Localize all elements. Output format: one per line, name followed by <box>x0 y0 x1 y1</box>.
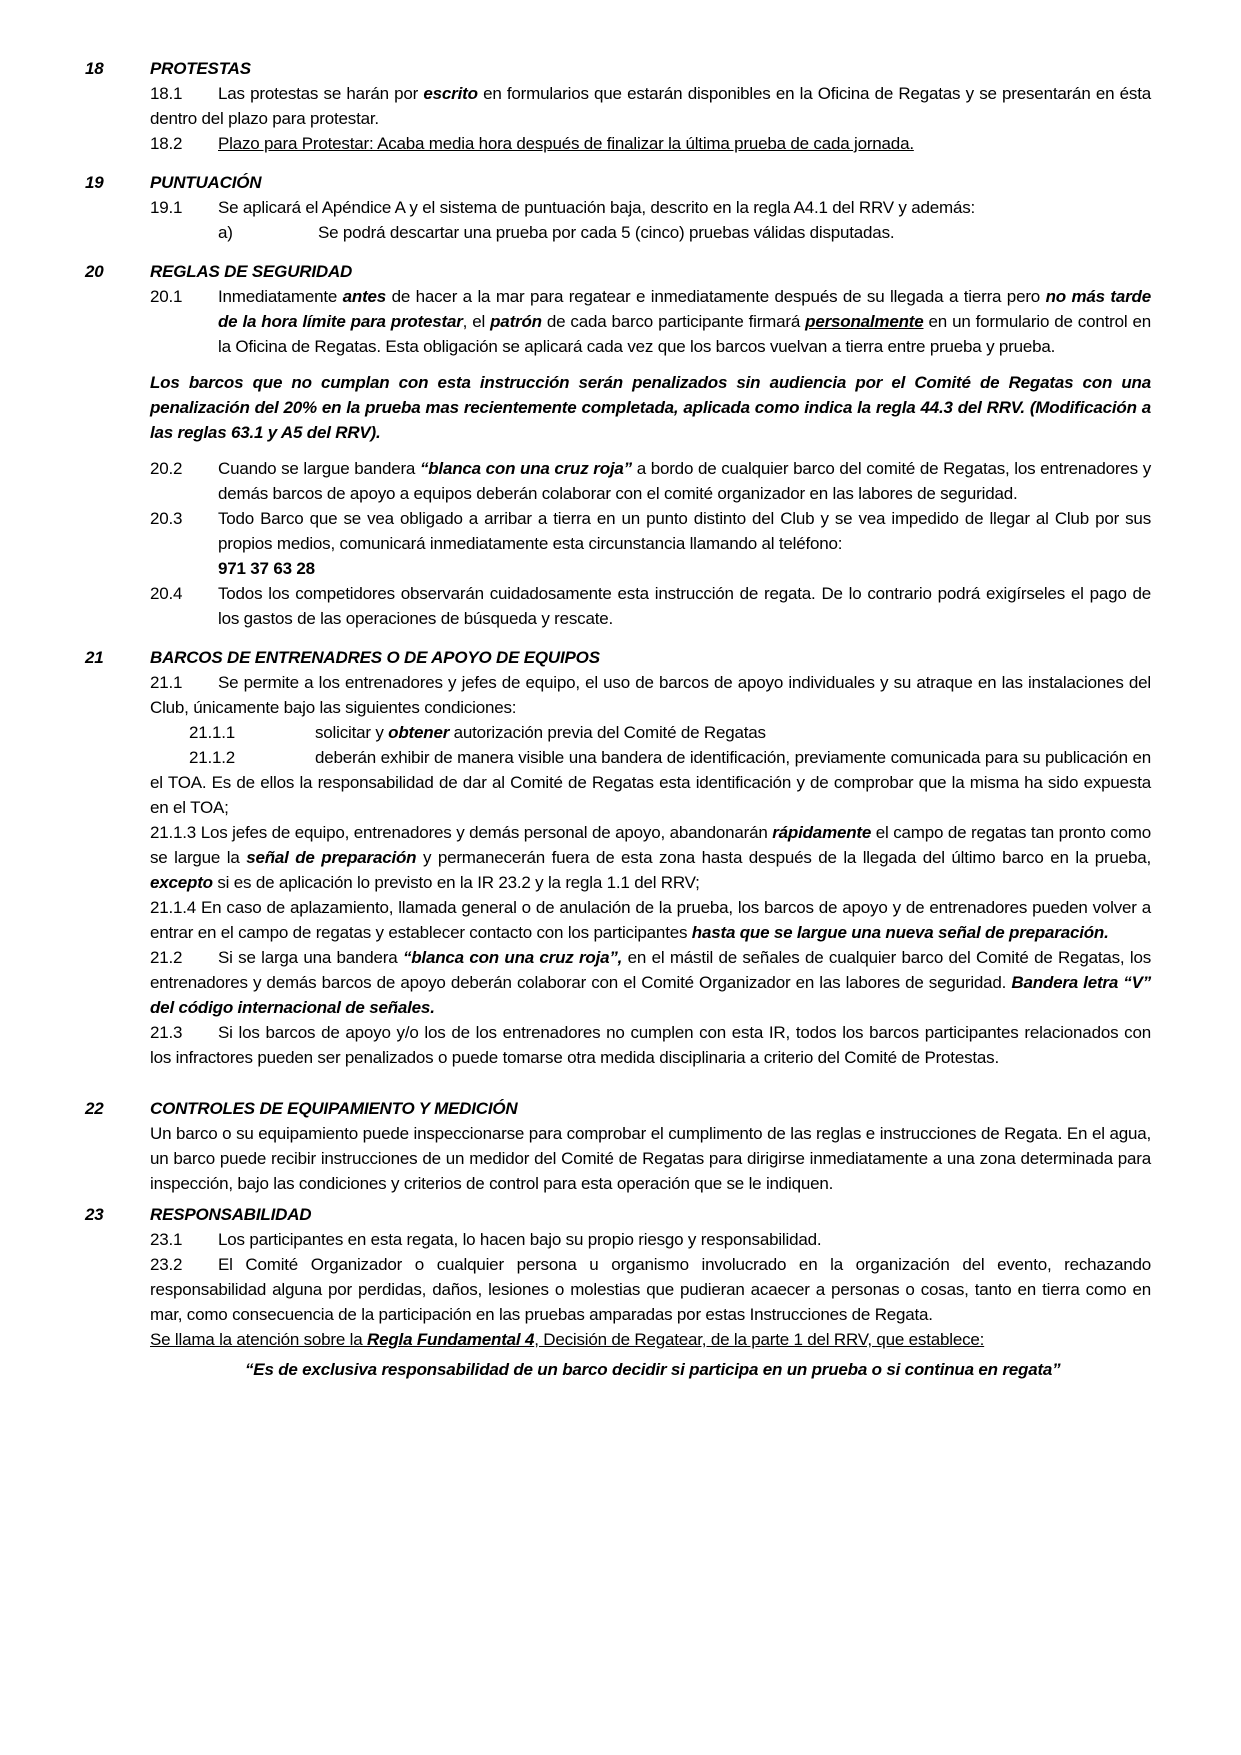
section-number: 22 <box>85 1099 104 1118</box>
section-content <box>150 670 1151 1070</box>
item-number: 20.1 <box>150 287 183 306</box>
section-23 <box>85 1202 1151 1385</box>
paragraph-23.2 <box>150 1252 1151 1327</box>
paragraph-18.2 <box>150 131 1151 156</box>
paragraph-21.2 <box>150 945 1151 1020</box>
item-number: 20.3 <box>150 509 183 528</box>
section-content <box>150 1121 1151 1196</box>
section-title: CONTROLES DE EQUIPAMIENTO Y MEDICIÓN <box>150 1099 518 1118</box>
paragraph-20.2 <box>150 456 1151 506</box>
text-run: hasta que se largue una nueva señal de preparación. <box>691 923 1109 942</box>
section-heading <box>85 1096 1151 1121</box>
text-run: no más tarde de la hora límite para protestar <box>218 287 1151 331</box>
text-run: Si se larga una bandera <box>218 948 403 967</box>
section-title: REGLAS DE SEGURIDAD <box>150 262 353 281</box>
text-run: “blanca con una cruz roja”, <box>402 948 623 967</box>
text-run: Plazo para Protestar: Acaba media hora después de finalizar la última prueba de cada jornada. <box>218 134 914 153</box>
section-content <box>150 195 1151 245</box>
paragraph-21.1.4 <box>150 895 1151 945</box>
paragraph-18.1 <box>150 81 1151 131</box>
text-run: solicitar y <box>315 723 389 742</box>
text-run: Se permite a los entrenadores y jefes de equipo, el uso de barcos de apoyo individuales y su atraque en las instalaciones del Club, únicamente bajo las siguientes condiciones: <box>150 673 1151 717</box>
text-run: Los barcos que no cumplan con esta instrucción serán penalizados sin audiencia por el Comité de Regatas con una penalización del 20% en la prueba mas recientemente completada, aplicada como indica la regla 44.3 del RRV. (Modificación a las reglas 63.1 y A5 del RRV). <box>150 373 1151 442</box>
text-run: señal de preparación <box>246 848 417 867</box>
text-run: deberán exhibir de manera visible una bandera de identificación, previamente comunicada para su publicación en el TOA. Es de ellos la responsabilidad de dar al Comité de Regatas esta identificación y de comprobar que la misma ha sido expuesta en el TOA; <box>150 748 1151 817</box>
text-run: personalmente <box>805 312 924 331</box>
section-19 <box>85 170 1151 245</box>
item-number: 18.1 <box>150 84 183 103</box>
text-run: excepto <box>150 873 213 892</box>
text-run: en el mástil de señales de cualquier barco del Comité de Regatas, los entrenadores y demás barcos de apoyo deberán colaborar con el Comité Organizador en las labores de seguridad. <box>150 948 1152 992</box>
item-number: 21.3 <box>150 1023 183 1042</box>
document-body <box>85 56 1151 1385</box>
text-run: a bordo de cualquier barco del comité de Regatas, los entrenadores y demás barcos de apoyo a equipos deberán colaborar con el comité organizador en las labores de seguridad. <box>218 459 1151 503</box>
paragraph-23-cita <box>245 1355 1151 1385</box>
text-run: Todo Barco que se vea obligado a arribar a tierra en un punto distinto del Club y se vea impedido de llegar al Club por sus propios medios, comunicará inmediatamente esta circunstancia llamando al teléfono: <box>218 509 1151 553</box>
text-run: , el <box>462 312 491 331</box>
text-run: Regla Fundamental 4 <box>367 1330 535 1349</box>
item-number: 23.2 <box>150 1255 183 1274</box>
paragraph-20-penalizacion <box>150 370 1151 445</box>
text-run: Se aplicará el Apéndice A y el sistema de puntuación baja, descrito en la regla A4.1 del RRV y además: <box>218 198 976 217</box>
item-number: 19.1 <box>150 198 183 217</box>
section-content <box>150 284 1151 631</box>
section-title: PROTESTAS <box>150 59 251 78</box>
text-run: el campo de regatas tan pronto como se largue la <box>150 823 1151 867</box>
item-number: 20.2 <box>150 459 183 478</box>
paragraph-23.1 <box>150 1227 1151 1252</box>
text-run: obtener <box>388 723 450 742</box>
text-run: Se podrá descartar una prueba por cada 5 (cinco) pruebas válidas disputadas. <box>318 223 895 242</box>
item-number: 21.1.1 <box>189 723 236 742</box>
text-run: “Es de exclusiva responsabilidad de un barco decidir si participa en un prueba o si continua en regata” <box>245 1360 1061 1379</box>
text-run: “blanca con una cruz roja” <box>419 459 632 478</box>
section-20 <box>85 259 1151 631</box>
paragraph-19.1.a <box>150 220 1151 245</box>
section-title: RESPONSABILIDAD <box>150 1205 312 1224</box>
paragraph-23-regla-fundamental <box>150 1327 1151 1352</box>
text-run: 21.1.3 Los jefes de equipo, entrenadores y demás personal de apoyo, abandonarán <box>150 823 773 842</box>
text-run: en formularios que estarán disponibles en la Oficina de Regatas y se presentarán en ésta dentro del plazo para protestar. <box>150 84 1151 128</box>
item-number: 21.2 <box>150 948 183 967</box>
text-run: Inmediatamente <box>218 287 343 306</box>
text-run: Si los barcos de apoyo y/o los de los entrenadores no cumplen con esta IR, todos los barcos participantes relacionados con los infractores pueden ser penalizados o puede tomarse otra medida disciplinaria a criterio del Comité de Protestas. <box>150 1023 1151 1067</box>
text-run: , Decisión de Regatear, de la parte 1 del RRV, que establece: <box>534 1330 985 1349</box>
section-title: PUNTUACIÓN <box>150 173 262 192</box>
item-number: 23.1 <box>150 1230 183 1249</box>
text-run: en un formulario de control en la Oficina de Regatas. Esta obligación se aplicará cada vez que los barcos vuelvan a tierra entre prueba y prueba. <box>218 312 1151 356</box>
text-run: Todos los competidores observarán cuidadosamente esta instrucción de regata. De lo contrario podrá exigírseles el pago de los gastos de las operaciones de búsqueda y rescate. <box>218 584 1151 628</box>
paragraph-21.1.2 <box>150 745 1151 820</box>
paragraph-20.1 <box>150 284 1151 359</box>
text-run: Las protestas se harán por <box>218 84 424 103</box>
paragraph-21.1 <box>150 670 1151 720</box>
text-run: escrito <box>423 84 478 103</box>
text-run: Los participantes en esta regata, lo hacen bajo su propio riesgo y responsabilidad. <box>218 1230 822 1249</box>
paragraph-21.1.1 <box>150 720 1151 745</box>
text-run: Bandera letra “V” del código internacional de señales. <box>150 973 1152 1017</box>
text-run: Un barco o su equipamiento puede inspeccionarse para comprobar el cumplimento de las reglas e instrucciones de Regata. En el agua, un barco puede recibir instrucciones de un medidor del Comité de Regatas para dirigirse inmediatamente a una zona determinada para inspección, bajo las condiciones y criterios de control para esta operación que se le indiquen. <box>150 1124 1151 1193</box>
paragraph-22-cuerpo <box>150 1121 1151 1196</box>
paragraph-19.1 <box>150 195 1151 220</box>
text-run: y permanecerán fuera de esta zona hasta después de la llegada del último barco en la prueba, <box>416 848 1151 867</box>
item-number: 20.4 <box>150 584 183 603</box>
paragraph-21.3 <box>150 1020 1151 1070</box>
text-run: Se llama la atención sobre la <box>150 1330 368 1349</box>
section-number: 21 <box>85 648 104 667</box>
text-run: rápidamente <box>772 823 872 842</box>
text-run: autorización previa del Comité de Regatas <box>449 723 766 742</box>
section-heading <box>85 1202 1151 1227</box>
section-number: 19 <box>85 173 104 192</box>
section-heading <box>85 170 1151 195</box>
text-run: si es de aplicación lo previsto en la IR 23.2 y la regla 1.1 del RRV; <box>212 873 700 892</box>
item-number: 21.1 <box>150 673 183 692</box>
text-run: antes <box>342 287 387 306</box>
text-run: 21.1.4 En caso de aplazamiento, llamada general o de anulación de la prueba, los barcos de apoyo y de entrenadores pueden volver a entrar en el campo de regatas y establecer contacto con los participantes <box>150 898 1151 942</box>
section-number: 20 <box>85 262 104 281</box>
section-heading <box>85 56 1151 81</box>
section-22 <box>85 1096 1151 1196</box>
item-number: 18.2 <box>150 134 183 153</box>
section-title: BARCOS DE ENTRENADRES O DE APOYO DE EQUIPOS <box>150 648 600 667</box>
section-heading <box>85 645 1151 670</box>
text-run: 971 37 63 28 <box>218 559 315 578</box>
text-run: El Comité Organizador o cualquier persona u organismo involucrado en la organización del evento, rechazando responsabilidad alguna por perdidas, daños, lesiones o molestias que pudieran acaecer a personas o cosas, tanto en tierra como en mar, como consecuencia de la participación en las pruebas amparadas por estas Instrucciones de Regata. <box>150 1255 1151 1324</box>
paragraph-20.3 <box>150 506 1151 581</box>
section-content <box>150 1227 1151 1385</box>
section-content <box>150 81 1151 156</box>
text-run: Cuando se largue bandera <box>218 459 420 478</box>
paragraph-21.1.3 <box>150 820 1151 895</box>
section-21 <box>85 645 1151 1070</box>
section-number: 18 <box>85 59 104 78</box>
section-number: 23 <box>85 1205 104 1224</box>
item-number: 21.1.2 <box>189 748 236 767</box>
section-heading <box>85 259 1151 284</box>
item-number: a) <box>218 223 233 242</box>
section-18 <box>85 56 1151 156</box>
paragraph-20.4 <box>150 581 1151 631</box>
text-run: de hacer a la mar para regatear e inmediatamente después de su llegada a tierra pero <box>386 287 1046 306</box>
text-run: de cada barco participante firmará <box>541 312 806 331</box>
text-run: patrón <box>490 312 542 331</box>
